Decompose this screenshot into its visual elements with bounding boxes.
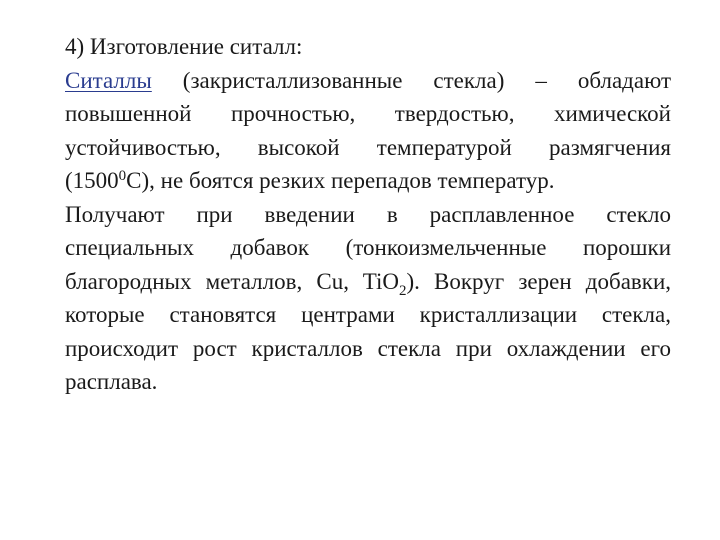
oxide-subscript: 2: [398, 282, 407, 299]
definition-text-a: (закристаллизованные стекла) – обладают повышенной прочностью, твердостью, химической устойчивостью, высокой температурой размягчения (1500: [65, 67, 671, 193]
paragraph-sitalls-definition: [43, 64, 671, 198]
paragraph-production: [43, 198, 671, 399]
sitalls-link[interactable]: Ситаллы: [65, 67, 152, 93]
definition-text-b: С), не боятся резких перепадов температур.: [126, 168, 555, 193]
production-text-a: Получают при введении в расплавленное стекло специальных добавок (тонкоизмельченные порошки благородных металлов, Cu, TiO: [65, 201, 671, 294]
degree-superscript: 0: [118, 168, 127, 184]
slide-heading: 4) Изготовление ситалл:: [65, 34, 303, 59]
production-text-b: ). Вокруг зерен добавки, которые становятся центрами кристаллизации стекла, происходит рост кристаллов стекла при охлаждении его расплава.: [65, 268, 672, 394]
slide-content: [43, 30, 671, 399]
